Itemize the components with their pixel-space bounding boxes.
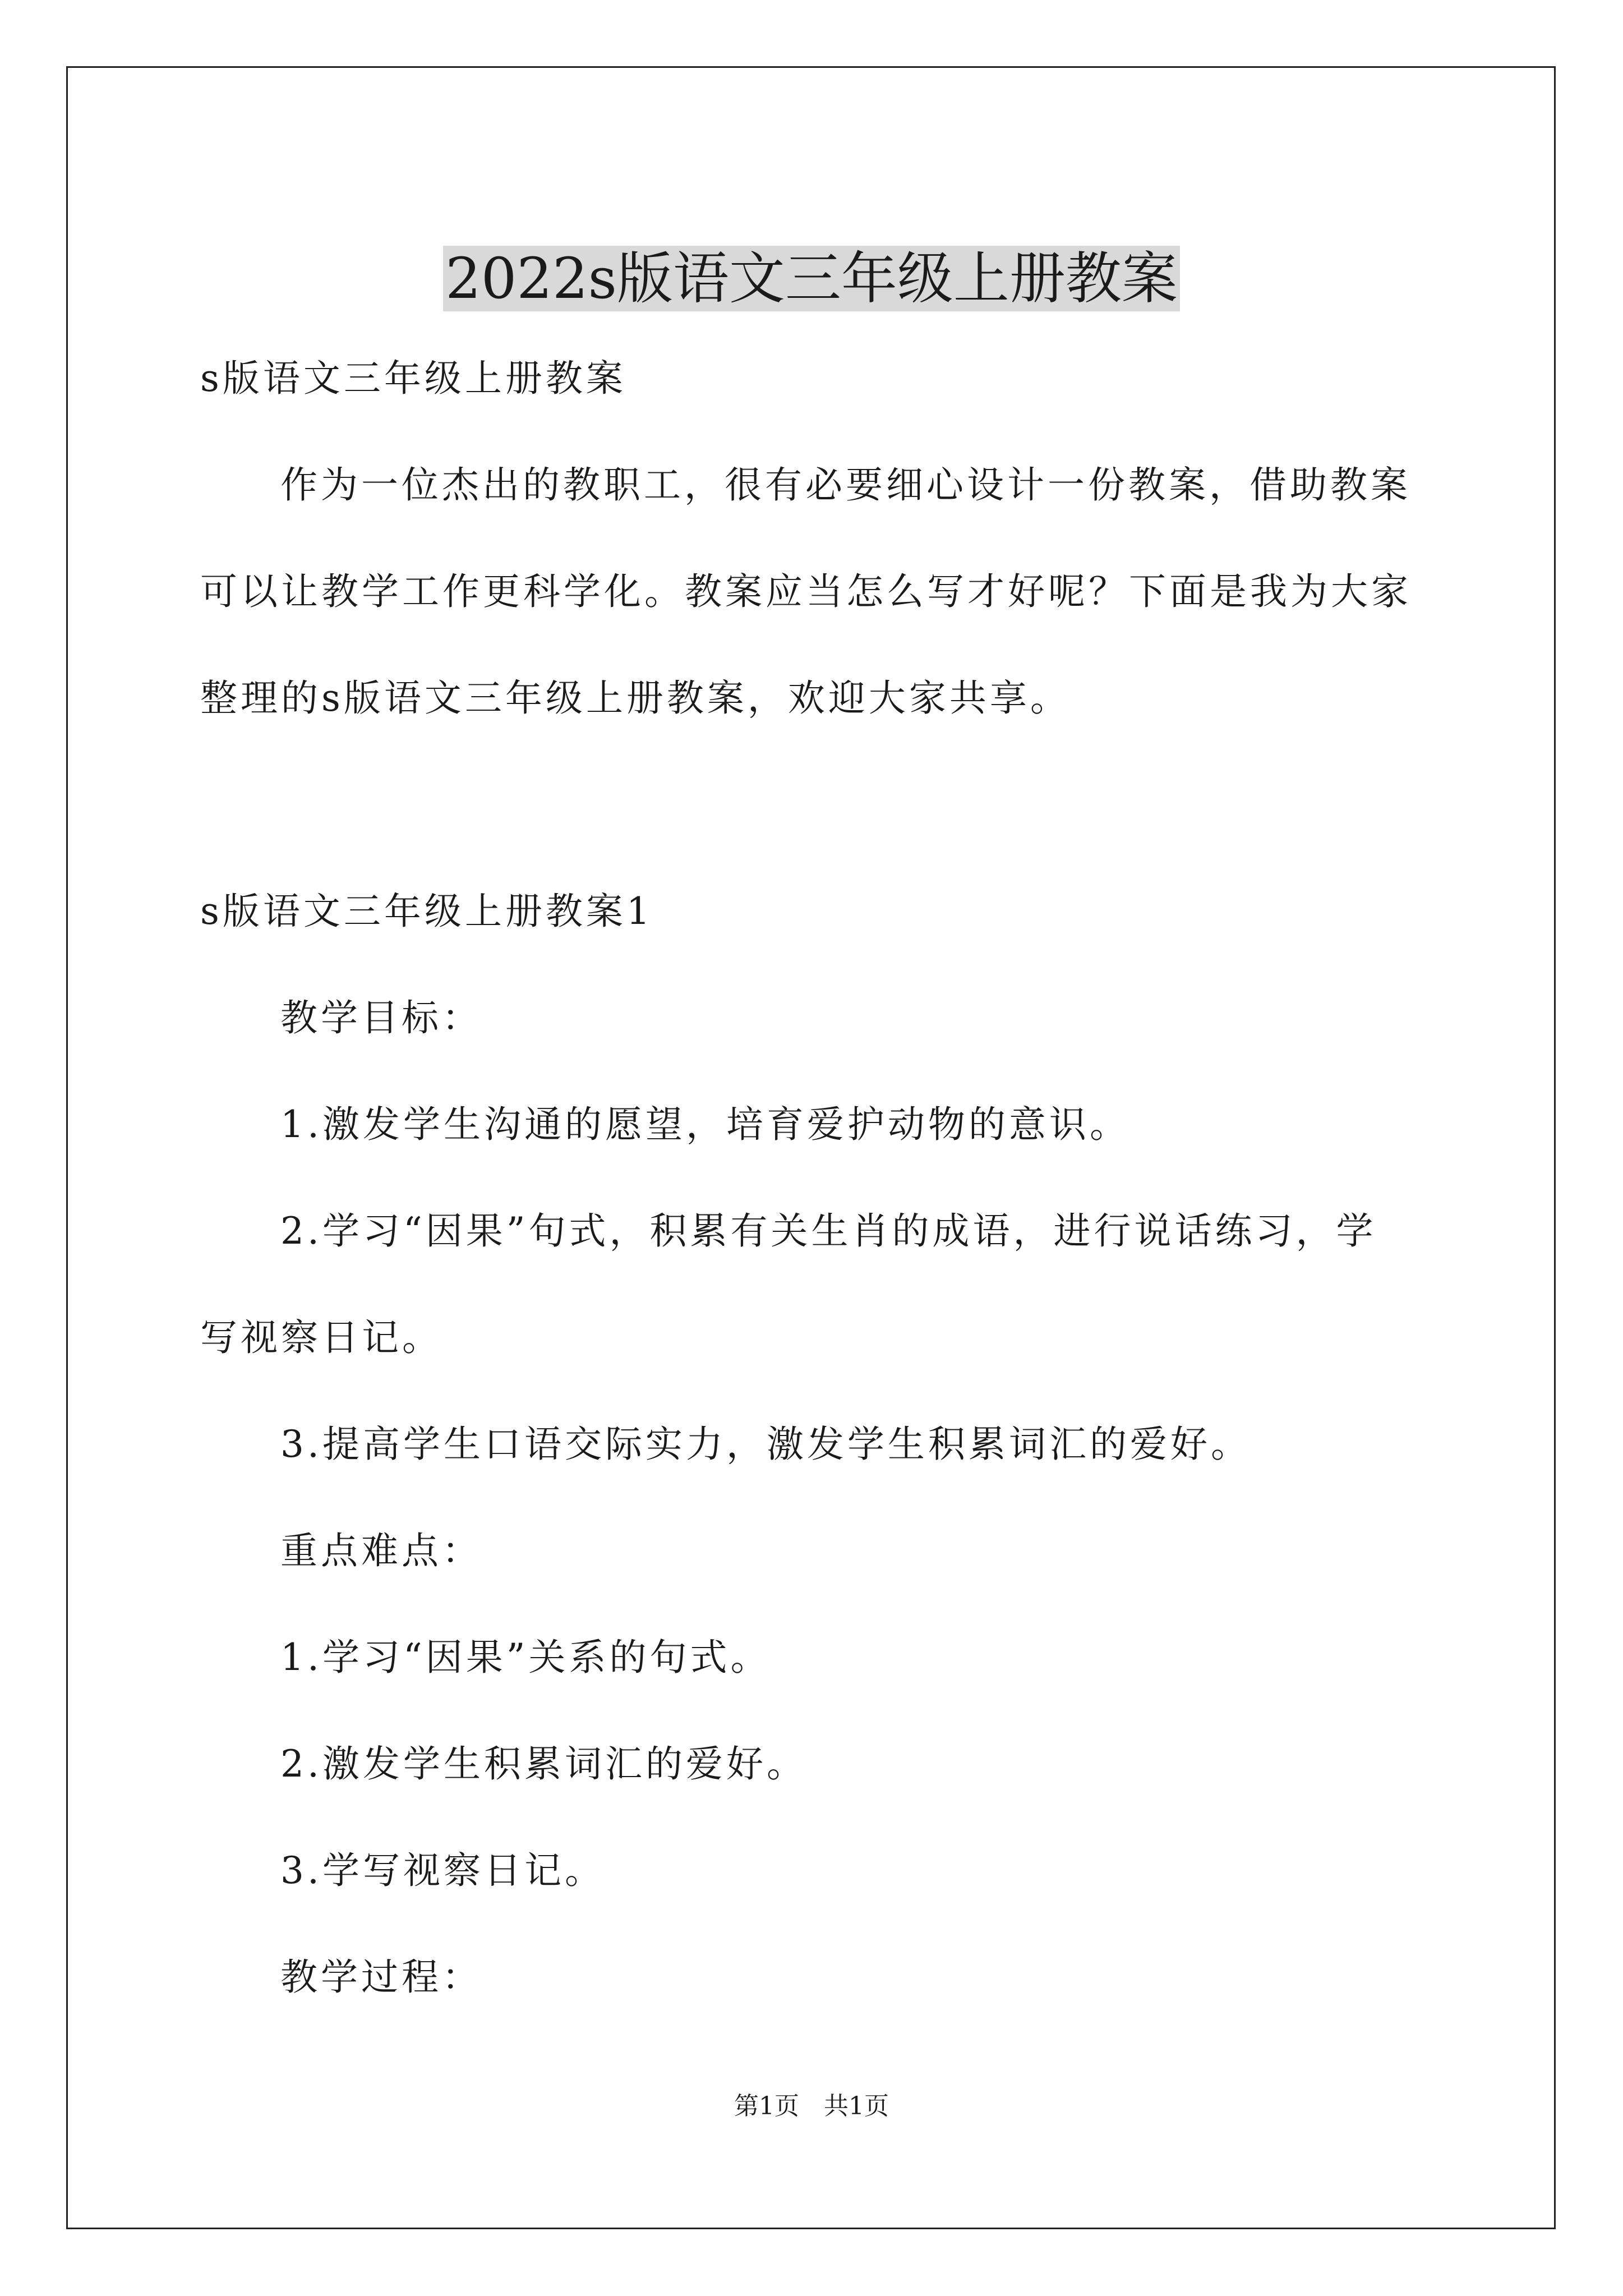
key-point-1: 1.学习“因果”关系的句式。	[280, 1636, 771, 1679]
objective-2-line-2: 写视察日记。	[200, 1316, 442, 1359]
key-points-heading: 重点难点：	[280, 1529, 482, 1572]
objective-1: 1.激发学生沟通的愿望，培育爱护动物的意识。	[280, 1103, 1130, 1146]
document-subtitle: s版语文三年级上册教案	[200, 357, 626, 400]
intro-line-3: 整理的s版语文三年级上册教案，欢迎大家共享。	[200, 677, 1071, 720]
process-heading: 教学过程：	[280, 1955, 482, 1999]
objective-3: 3.提高学生口语交际实力，激发学生积累词汇的爱好。	[280, 1423, 1251, 1466]
objective-2-line-1: 2.学习“因果”句式，积累有关生肖的成语，进行说话练习，学	[280, 1209, 1377, 1253]
document-title	[0, 240, 1623, 318]
intro-line-2: 可以让教学工作更科学化。教案应当怎么写才好呢？下面是我为大家	[200, 570, 1412, 613]
page-number: 第1页	[734, 2092, 799, 2120]
key-point-3: 3.学写视察日记。	[280, 1849, 605, 1892]
page-footer	[0, 2090, 1623, 2123]
intro-line-1: 作为一位杰出的教职工，很有必要细心设计一份教案，借助教案	[280, 463, 1411, 507]
document-title-text: 2022s版语文三年级上册教案	[443, 246, 1180, 311]
objectives-heading: 教学目标：	[280, 996, 482, 1039]
page-total: 共1页	[824, 2092, 889, 2120]
key-point-2: 2.激发学生积累词汇的爱好。	[280, 1742, 807, 1786]
section-heading: s版语文三年级上册教案1	[200, 890, 653, 933]
